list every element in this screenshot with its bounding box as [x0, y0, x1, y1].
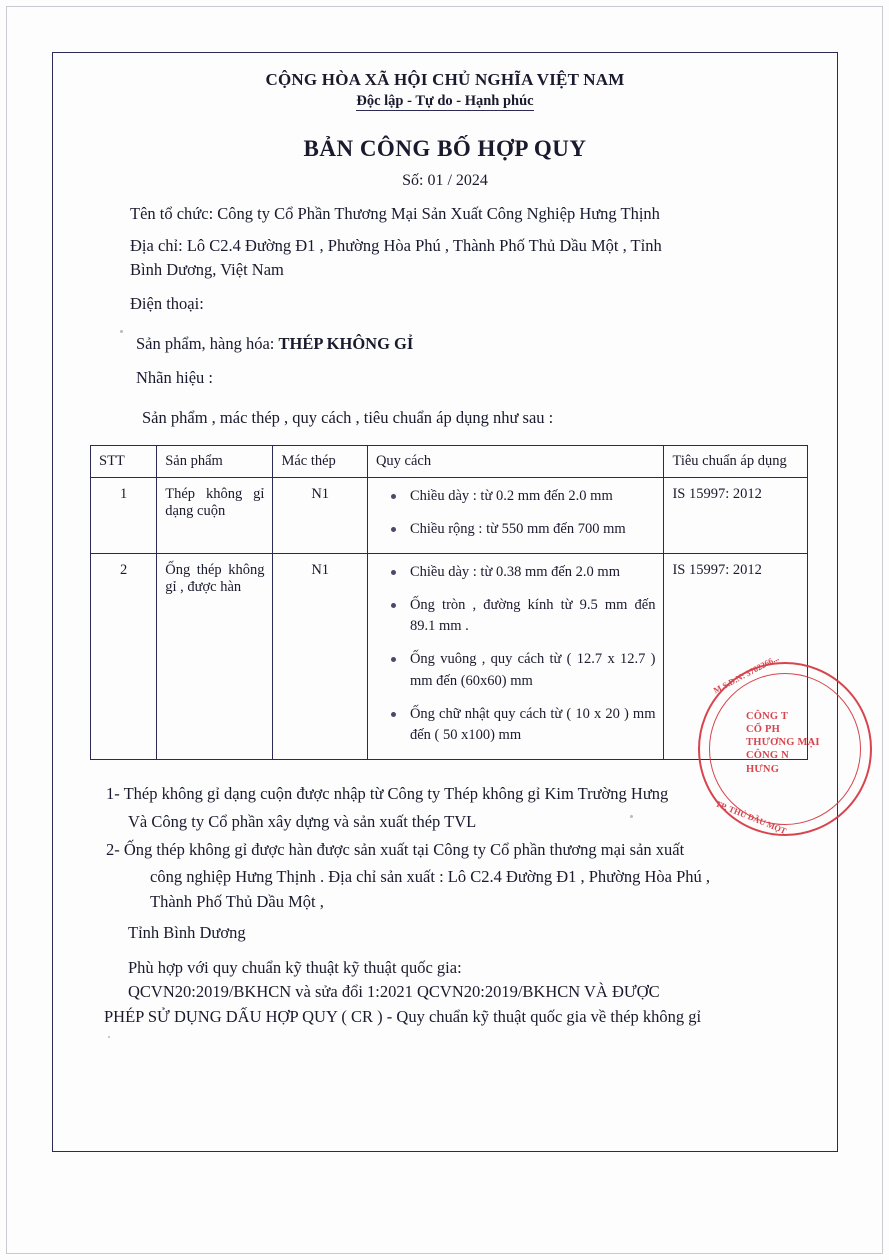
table-row [91, 478, 808, 554]
note-item [78, 838, 812, 863]
stamp-center-text [746, 710, 856, 776]
spec-list [376, 562, 656, 747]
spec-item: Ống chữ nhật quy cách từ ( 10 x 20 ) mm đến ( 50 x100) mm [410, 704, 656, 748]
spec-item: Chiều dày : từ 0.2 mm đến 2.0 mm [410, 486, 656, 508]
stamp-line-5: HƯNG [746, 763, 780, 775]
column-header-product: Sản phẩm [157, 446, 273, 478]
address-line [78, 234, 812, 282]
stamp-line-2: CỔ PH [746, 724, 780, 736]
note-marker: 1- [106, 784, 120, 804]
phone-label: Điện thoại: [130, 293, 204, 313]
cell-grade: N1 [273, 478, 368, 554]
column-header-standard: Tiêu chuẩn áp dụng [664, 446, 808, 478]
spec-list [376, 486, 656, 541]
stamp-line-3: THƯƠNG MẠI [746, 737, 820, 749]
stamp-arc-top-text: M.S.D.N: 3702266... [711, 652, 781, 696]
column-header-stt: STT [91, 446, 157, 478]
table-header-row [91, 446, 808, 478]
spec-item: Ống tròn , đường kính từ 9.5 mm đến 89.1 mm . [410, 595, 656, 639]
spec-item: Ống vuông , quy cách từ ( 12.7 x 12.7 ) mm đến (60x60) mm [410, 649, 656, 693]
organization-label: Tên tổ chức: [130, 204, 214, 223]
conformity-line-1: Phù hợp với quy chuẩn kỹ thuật kỹ thuật quốc gia: [128, 957, 462, 977]
note-text: Thép không gỉ dạng cuộn được nhập từ Công ty Thép không gỉ Kim Trường Hưng [123, 784, 669, 804]
column-header-spec: Quy cách [367, 446, 664, 478]
cell-standard: IS 15997: 2012 [664, 553, 808, 759]
brand-line: Nhãn hiệu : [136, 367, 213, 387]
note-item [78, 782, 812, 807]
organization-line [78, 202, 812, 226]
stamp-arc-bottom-text: TP. THỦ DẦU MỘT [714, 798, 788, 836]
declaration-number: Số: 01 / 2024 [402, 172, 488, 189]
notes-section [78, 782, 812, 946]
conformity-line-2: QCVN20:2019/BKHCN và sửa đổi 1:2021 QCVN20:2019/BKHCN VÀ ĐƯỢC [128, 982, 660, 1002]
cell-grade: N1 [273, 553, 368, 759]
cell-stt: 1 [91, 478, 157, 554]
cell-stt: 2 [91, 553, 157, 759]
spec-item: Chiều dày : từ 0.38 mm đến 2.0 mm [410, 562, 656, 584]
conformity-line-3: PHÉP SỬ DỤNG DẤU HỢP QUY ( CR ) - Quy chuẩn kỹ thuật quốc gia về thép không gỉ [104, 1007, 702, 1027]
spec-item: Chiều rộng : từ 550 mm đến 700 mm [410, 519, 656, 541]
column-header-grade: Mác thép [273, 446, 368, 478]
cell-product: Ống thép không gỉ , được hàn [157, 553, 273, 759]
note-continuation: công nghiệp Hưng Thịnh . Địa chỉ sản xuất : Lô C2.4 Đường Đ1 , Phường Hòa Phú , [150, 867, 711, 887]
specification-table [90, 445, 808, 760]
address-label: Địa chỉ: [130, 235, 183, 255]
product-line [78, 332, 812, 356]
note-text: Ống thép không gỉ được hàn được sản xuất tại Công ty Cổ phần thương mại sản xuất [123, 839, 685, 859]
cell-product: Thép không gỉ dạng cuộn [157, 478, 273, 554]
cell-standard: IS 15997: 2012 [664, 478, 808, 554]
organization-value: Công ty Cổ Phần Thương Mại Sản Xuất Công Nghiệp Hưng Thịnh [217, 204, 660, 223]
note-continuation: Và Công ty Cổ phần xây dựng và sản xuất thép TVL [128, 811, 477, 831]
product-value: THÉP KHÔNG GỈ [278, 333, 414, 353]
cell-spec [367, 553, 664, 759]
notes-tail: Tỉnh Bình Dương [128, 922, 246, 942]
company-seal-stamp [698, 652, 872, 836]
phone-line [78, 292, 812, 316]
nation-header: CỘNG HÒA XÃ HỘI CHỦ NGHĨA VIỆT NAM [265, 70, 625, 89]
address-value-line2: Bình Dương, Việt Nam [130, 259, 284, 279]
product-label: Sản phẩm, hàng hóa: [136, 333, 275, 353]
cell-spec [367, 478, 664, 554]
stamp-line-4: CÔNG N [746, 750, 789, 762]
page-title: BẢN CÔNG BỐ HỢP QUY [303, 136, 587, 161]
note-marker: 2- [106, 839, 120, 859]
document-content [52, 52, 838, 1152]
national-motto: Độc lập - Tự do - Hạnh phúc [356, 93, 534, 109]
note-continuation: Thành Phố Thủ Dầu Một , [150, 892, 324, 912]
stamp-line-1: CÔNG T [746, 711, 789, 722]
address-value: Lô C2.4 Đường Đ1 , Phường Hòa Phú , Thành Phố Thủ Dầu Một , Tỉnh [186, 235, 662, 255]
conformity-section [78, 956, 812, 1030]
table-intro: Sản phẩm , mác thép , quy cách , tiêu chuẩn áp dụng như sau : [142, 407, 554, 427]
